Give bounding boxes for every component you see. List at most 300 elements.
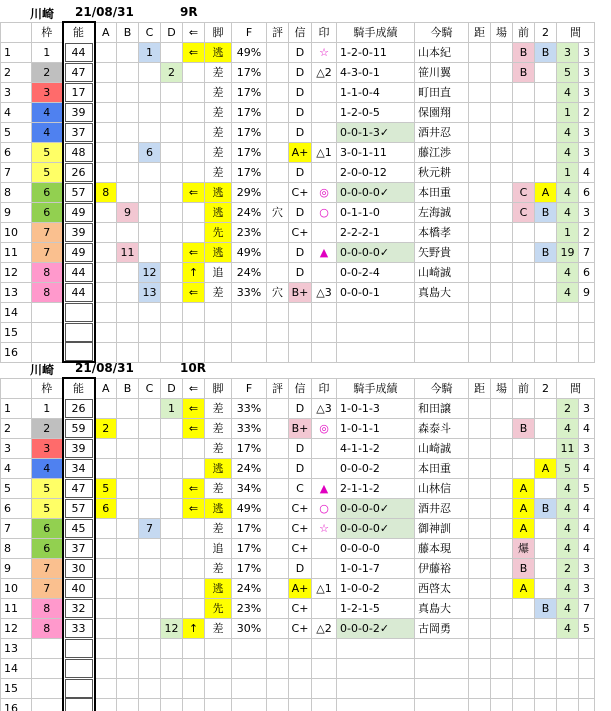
table-row[interactable] [1,282,595,302]
cell-d [161,262,183,282]
cell-jockey: 酒井忍 [415,122,469,142]
cell-jockey: 古岡勇 [415,618,469,638]
cell-a [95,262,117,282]
nou-value: 59 [65,419,93,438]
cell-c [139,578,161,598]
table-row[interactable] [1,122,595,142]
cell-no: 3 [1,82,32,102]
cell-kan2: 4 [579,538,595,558]
cell-nou [63,182,95,202]
cell-nou [63,698,95,711]
table-row[interactable] [1,618,595,638]
cell-kyo [469,162,491,182]
cell-c [139,418,161,438]
cell-a [95,282,117,302]
cell-d: 2 [161,62,183,82]
cell-kan1 [557,698,579,711]
cell-ba [491,102,513,122]
nou-empty [65,323,93,342]
cell-kan2 [579,342,595,362]
cell-b [117,438,139,458]
cell-shirushi [312,222,337,242]
header-a: A [95,378,117,398]
cell-d [161,202,183,222]
table-row-empty [1,698,595,711]
cell-kan2: 3 [579,558,595,578]
cell-arrow: ⇐ [183,42,205,62]
cell-kyaku [205,322,232,342]
cell-no: 6 [1,142,32,162]
cell-hyo [267,638,289,658]
cell-ni: B [535,498,557,518]
cell-f: 33% [232,398,267,418]
header-kyaku: 脚 [205,378,232,398]
cell-f: 17% [232,82,267,102]
cell-kan2: 3 [579,578,595,598]
cell-d [161,498,183,518]
table-row[interactable] [1,498,595,518]
cell-jockey: 矢野貴 [415,242,469,262]
cell-waku: 2 [32,62,63,82]
cell-kan2: 3 [579,438,595,458]
cell-mae [513,262,535,282]
cell-a [95,82,117,102]
cell-shin [289,302,312,322]
cell-c [139,182,161,202]
cell-kan1: 4 [557,618,579,638]
cell-ba [491,418,513,438]
cell-a [95,558,117,578]
cell-hyo [267,142,289,162]
cell-waku: 8 [32,282,63,302]
header-shin: 信 [289,378,312,398]
table-row[interactable] [1,162,595,182]
cell-kyo [469,478,491,498]
cell-shin [289,658,312,678]
cell-a: 6 [95,498,117,518]
cell-a [95,342,117,362]
cell-f: 17% [232,558,267,578]
cell-hyo [267,398,289,418]
cell-b [117,162,139,182]
cell-d [161,222,183,242]
cell-shirushi: △3 [312,398,337,418]
table-row[interactable] [1,242,595,262]
cell-nou [63,82,95,102]
cell-d [161,698,183,711]
cell-mae: C [513,182,535,202]
cell-kyaku: 逃 [205,242,232,262]
cell-ba [491,182,513,202]
cell-shin: D [289,62,312,82]
cell-d [161,102,183,122]
cell-b: 11 [117,242,139,262]
cell-mae [513,102,535,122]
cell-f: 17% [232,142,267,162]
cell-f: 17% [232,538,267,558]
header-c: C [139,378,161,398]
cell-no: 11 [1,242,32,262]
header-kyo: 距 [469,22,491,42]
cell-kan2: 5 [579,618,595,638]
cell-shirushi: ◎ [312,418,337,438]
cell-ni [535,322,557,342]
cell-seiseki: 0-1-1-0 [337,202,415,222]
cell-shin: C+ [289,498,312,518]
cell-arrow: ⇐ [183,242,205,262]
cell-b [117,182,139,202]
cell-b [117,638,139,658]
header-f: F [232,378,267,398]
cell-seiseki: 1-1-0-4 [337,82,415,102]
cell-nou [63,418,95,438]
cell-shin: D [289,162,312,182]
cell-mae [513,242,535,262]
table-row[interactable] [1,558,595,578]
header-ba: 場 [491,22,513,42]
header-kan: 間 [557,22,595,42]
cell-kyaku: 差 [205,162,232,182]
header-ni: 2 [535,378,557,398]
cell-seiseki [337,302,415,322]
cell-ba [491,618,513,638]
cell-a [95,122,117,142]
cell-hyo [267,658,289,678]
table-row[interactable] [1,418,595,438]
cell-ni [535,82,557,102]
cell-kyaku [205,342,232,362]
cell-waku: 2 [32,418,63,438]
cell-hyo [267,438,289,458]
cell-kyaku: 差 [205,82,232,102]
table-row-empty [1,658,595,678]
header-shirushi: 印 [312,22,337,42]
cell-kyaku [205,678,232,698]
cell-nou [63,478,95,498]
cell-arrow: ⇐ [183,282,205,302]
table-row[interactable] [1,202,595,222]
cell-ba [491,262,513,282]
nou-empty [65,342,93,361]
cell-hyo [267,418,289,438]
cell-ni [535,698,557,711]
table-row[interactable] [1,578,595,598]
cell-seiseki: 1-0-0-2 [337,578,415,598]
cell-hyo [267,342,289,362]
cell-mae: A [513,478,535,498]
cell-shirushi [312,82,337,102]
cell-kyaku: 差 [205,142,232,162]
cell-shirushi [312,438,337,458]
cell-seiseki [337,638,415,658]
cell-c [139,242,161,262]
header-nou: 能 [63,22,95,42]
table-row[interactable] [1,438,595,458]
cell-f: 33% [232,418,267,438]
cell-hyo [267,302,289,322]
cell-kan1: 1 [557,222,579,242]
cell-d [161,142,183,162]
cell-mae [513,222,535,242]
race-10-section [0,360,611,711]
cell-ba [491,678,513,698]
cell-f: 24% [232,458,267,478]
table-row[interactable] [1,62,595,82]
cell-ni [535,678,557,698]
cell-f: 17% [232,518,267,538]
cell-hyo [267,222,289,242]
cell-mae: 爆 [513,538,535,558]
cell-no: 15 [1,678,32,698]
cell-ni: B [535,202,557,222]
cell-seiseki: 0-0-0-0✓ [337,242,415,262]
cell-c [139,598,161,618]
cell-waku [32,302,63,322]
cell-kyo [469,638,491,658]
cell-kan1: 1 [557,162,579,182]
cell-c [139,498,161,518]
cell-f [232,678,267,698]
cell-jockey: 森泰斗 [415,418,469,438]
cell-shirushi [312,658,337,678]
cell-c [139,438,161,458]
cell-f [232,658,267,678]
nou-value: 48 [65,143,93,162]
cell-seiseki [337,342,415,362]
cell-no: 10 [1,578,32,598]
table-row-empty [1,302,595,322]
table-row[interactable] [1,478,595,498]
table-row[interactable] [1,222,595,242]
cell-kyaku: 逃 [205,498,232,518]
cell-ba [491,82,513,102]
cell-c [139,202,161,222]
cell-waku: 5 [32,142,63,162]
cell-no: 12 [1,262,32,282]
cell-waku: 8 [32,598,63,618]
cell-kan1: 5 [557,62,579,82]
nou-value: 17 [65,83,93,102]
cell-kyo [469,302,491,322]
cell-seiseki: 0-0-0-0 [337,538,415,558]
cell-seiseki [337,322,415,342]
cell-mae [513,322,535,342]
cell-arrow [183,322,205,342]
cell-ba [491,558,513,578]
cell-shirushi [312,322,337,342]
cell-kyaku: 先 [205,598,232,618]
cell-d [161,418,183,438]
cell-kan1: 4 [557,202,579,222]
cell-c [139,302,161,322]
cell-seiseki: 3-0-1-11 [337,142,415,162]
cell-kan2: 4 [579,458,595,478]
cell-kyaku: 差 [205,618,232,638]
cell-seiseki: 1-2-0-11 [337,42,415,62]
cell-jockey [415,678,469,698]
cell-ni [535,122,557,142]
cell-b [117,578,139,598]
cell-no: 8 [1,538,32,558]
table-row-empty [1,638,595,658]
cell-jockey: 真島大 [415,282,469,302]
cell-a: 5 [95,478,117,498]
table-row[interactable] [1,458,595,478]
nou-empty [65,679,93,698]
cell-c [139,478,161,498]
cell-hyo [267,182,289,202]
cell-hyo: 穴 [267,202,289,222]
cell-a [95,162,117,182]
cell-shin: A+ [289,578,312,598]
cell-no: 13 [1,282,32,302]
cell-hyo [267,478,289,498]
cell-shin: D [289,262,312,282]
cell-jockey: 本橋孝 [415,222,469,242]
cell-kyo [469,658,491,678]
cell-a [95,458,117,478]
race-10-table [0,377,595,711]
cell-kan1: 4 [557,262,579,282]
cell-shirushi: △2 [312,618,337,638]
cell-shirushi [312,122,337,142]
table-row[interactable] [1,518,595,538]
cell-waku: 6 [32,518,63,538]
cell-f: 24% [232,262,267,282]
cell-shin [289,322,312,342]
cell-shirushi: ○ [312,498,337,518]
cell-ni [535,538,557,558]
cell-shirushi [312,678,337,698]
table-row[interactable] [1,262,595,282]
cell-jockey [415,638,469,658]
cell-hyo [267,162,289,182]
table-row[interactable] [1,182,595,202]
cell-waku: 8 [32,618,63,638]
cell-d [161,538,183,558]
cell-ba [491,302,513,322]
cell-ni [535,142,557,162]
cell-c [139,698,161,711]
cell-shirushi [312,162,337,182]
cell-c [139,322,161,342]
table-row[interactable] [1,398,595,418]
nou-empty [65,698,93,711]
cell-kyo [469,222,491,242]
nou-value: 32 [65,599,93,618]
cell-d [161,578,183,598]
header-mae: 前 [513,22,535,42]
cell-d [161,42,183,62]
cell-ba [491,42,513,62]
cell-seiseki: 0-0-0-1 [337,282,415,302]
cell-kan1: 4 [557,82,579,102]
cell-b [117,42,139,62]
cell-jockey: 町田直 [415,82,469,102]
cell-shirushi: △2 [312,62,337,82]
table-row[interactable] [1,42,595,62]
table-row[interactable] [1,538,595,558]
cell-seiseki: 0-0-0-2 [337,458,415,478]
cell-f: 49% [232,42,267,62]
cell-waku: 3 [32,438,63,458]
cell-shin: D [289,242,312,262]
cell-b [117,498,139,518]
cell-jockey: 山林信 [415,478,469,498]
cell-f [232,342,267,362]
nou-value: 49 [65,243,93,262]
cell-a [95,538,117,558]
cell-kan2 [579,698,595,711]
cell-nou [63,578,95,598]
table-row[interactable] [1,82,595,102]
cell-hyo [267,122,289,142]
nou-value: 44 [65,283,93,302]
cell-c [139,122,161,142]
cell-kan1 [557,678,579,698]
cell-ni [535,342,557,362]
cell-kyaku: 逃 [205,42,232,62]
cell-seiseki: 0-0-0-0✓ [337,518,415,538]
nou-value: 39 [65,439,93,458]
cell-ba [491,438,513,458]
cell-b [117,222,139,242]
nou-value: 57 [65,183,93,202]
cell-shirushi: ○ [312,202,337,222]
cell-ba [491,658,513,678]
header-arrow: ⇐ [183,22,205,42]
cell-kan1: 4 [557,182,579,202]
header-kyo: 距 [469,378,491,398]
cell-kyaku [205,698,232,711]
nou-value: 44 [65,43,93,62]
cell-kyaku: 先 [205,222,232,242]
cell-shirushi: ☆ [312,518,337,538]
cell-shirushi [312,458,337,478]
cell-kan1: 2 [557,558,579,578]
table-row[interactable] [1,102,595,122]
table-row[interactable] [1,142,595,162]
header-c: C [139,22,161,42]
cell-kyo [469,498,491,518]
cell-d [161,438,183,458]
cell-mae [513,438,535,458]
cell-seiseki: 1-2-0-5 [337,102,415,122]
cell-kyaku: 逃 [205,578,232,598]
cell-kan1 [557,322,579,342]
cell-kan1: 3 [557,42,579,62]
cell-mae [513,282,535,302]
cell-seiseki: 4-1-1-2 [337,438,415,458]
cell-mae: A [513,518,535,538]
cell-jockey: 伊藤裕 [415,558,469,578]
cell-hyo [267,698,289,711]
cell-waku: 7 [32,578,63,598]
cell-ba [491,478,513,498]
cell-waku [32,342,63,362]
cell-kyo [469,698,491,711]
cell-kan2 [579,638,595,658]
cell-d: 1 [161,398,183,418]
cell-ba [491,142,513,162]
cell-kyaku: 差 [205,418,232,438]
header-mae: 前 [513,378,535,398]
cell-kyo [469,142,491,162]
cell-shirushi: △1 [312,578,337,598]
table-row[interactable] [1,598,595,618]
cell-arrow [183,678,205,698]
cell-kyo [469,558,491,578]
